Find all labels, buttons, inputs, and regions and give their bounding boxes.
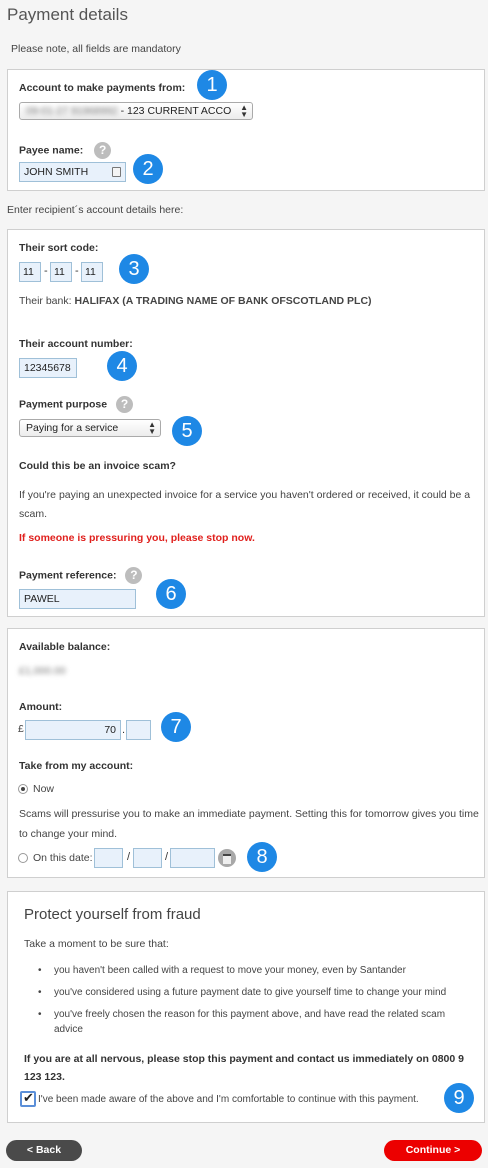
step-badge-3: 3: [119, 254, 149, 284]
radio-now[interactable]: [18, 784, 28, 794]
amount-pounds-input[interactable]: 70: [25, 720, 121, 740]
list-item: • you've freely chosen the reason for this payment above, and have read the related scam advice: [38, 1007, 458, 1037]
list-item: • you haven't been called with a request to move your money, even by Santander: [38, 963, 458, 978]
pressure-warning: If someone is pressuring you, please stop now.: [19, 532, 255, 544]
payee-name-value: JOHN SMITH: [24, 166, 89, 178]
take-from-label: Take from my account:: [19, 760, 134, 772]
purpose-label: [19, 396, 133, 413]
nervous-warning: If you are at all nervous, please stop this payment and contact us immediately on 0800 9 123 123.: [24, 1053, 464, 1083]
account-select-value: - 123 CURRENT ACCO: [117, 105, 232, 117]
back-button[interactable]: < Back: [6, 1140, 82, 1161]
amount-pence-input[interactable]: [126, 720, 151, 740]
sort-code-separator: -: [75, 265, 79, 277]
account-panel: [7, 69, 485, 191]
contact-card-icon[interactable]: [112, 167, 121, 177]
recipient-panel: [7, 229, 485, 617]
decimal-point: .: [122, 724, 126, 736]
step-badge-2: 2: [133, 154, 163, 184]
account-label: Account to make payments from:: [19, 82, 186, 94]
radio-now-label: Now: [33, 783, 55, 795]
step-badge-4: 4: [107, 351, 137, 381]
sort-code-part-1[interactable]: 11: [19, 262, 41, 282]
bank-prefix: Their bank:: [19, 295, 72, 307]
amount-panel: [7, 628, 485, 878]
step-badge-6: 6: [156, 579, 186, 609]
radio-on-date[interactable]: [18, 853, 28, 863]
sort-code-part-2[interactable]: 11: [50, 262, 72, 282]
currency-symbol: £: [18, 723, 24, 735]
reference-label: [19, 567, 142, 584]
fraud-intro: Take a moment to be sure that:: [24, 938, 169, 950]
account-number-input[interactable]: 12345678: [19, 358, 77, 378]
scam-timing-text-2: to change your mind.: [19, 828, 118, 840]
sort-code-part-3[interactable]: 11: [81, 262, 103, 282]
payee-label-text: Payee name:: [19, 144, 84, 157]
recipient-note: Enter recipient´s account details here:: [7, 204, 184, 216]
help-icon[interactable]: ?: [116, 396, 133, 413]
confirm-label: I've been made aware of the above and I'm comfortable to continue with this payment.: [38, 1094, 419, 1105]
balance-label: Available balance:: [19, 641, 111, 653]
step-badge-1: 1: [197, 70, 227, 100]
balance-value-blurred: £1,000.00: [19, 665, 66, 677]
fraud-title: Protect yourself from fraud: [24, 906, 201, 923]
date-month-input[interactable]: [133, 848, 162, 868]
fraud-checklist: [38, 963, 458, 1044]
bank-name: HALIFAX (A TRADING NAME OF BANK OFSCOTLAND PLC): [74, 295, 372, 307]
reference-label-text: Payment reference:: [19, 569, 117, 582]
sort-code-separator: -: [44, 265, 48, 277]
select-arrows-icon: ▲ ▼: [148, 420, 156, 436]
amount-label: Amount:: [19, 701, 63, 713]
reference-input[interactable]: PAWEL: [19, 589, 136, 609]
list-item: • you've considered using a future payment date to give yourself time to change your mind: [38, 985, 458, 1000]
step-badge-8: 8: [247, 842, 277, 872]
bank-info: [19, 295, 372, 307]
select-arrows-icon: ▲ ▼: [240, 103, 248, 119]
balance-value: [19, 665, 66, 677]
account-number-blurred: 09-01-27 91968992: [26, 105, 118, 117]
page-title: Payment details: [7, 5, 128, 24]
payee-name-input[interactable]: [19, 162, 126, 182]
date-year-input[interactable]: [170, 848, 215, 868]
purpose-select-value: Paying for a service: [26, 422, 119, 434]
date-day-input[interactable]: [94, 848, 123, 868]
radio-on-date-label: On this date:: [33, 852, 93, 864]
scam-heading: Could this be an invoice scam?: [19, 460, 176, 472]
date-separator: /: [165, 851, 169, 863]
step-badge-9: 9: [444, 1083, 474, 1113]
help-icon[interactable]: ?: [94, 142, 111, 159]
help-icon[interactable]: ?: [125, 567, 142, 584]
account-select[interactable]: [19, 102, 253, 120]
fraud-panel: [7, 891, 485, 1123]
step-badge-5: 5: [172, 416, 202, 446]
step-badge-7: 7: [161, 712, 191, 742]
purpose-select[interactable]: [19, 419, 161, 437]
sort-code-label: Their sort code:: [19, 242, 99, 254]
mandatory-note: Please note, all fields are mandatory: [11, 43, 181, 55]
calendar-icon[interactable]: [218, 849, 236, 867]
continue-button[interactable]: Continue >: [384, 1140, 482, 1161]
account-number-label: Their account number:: [19, 338, 133, 350]
purpose-label-text: Payment purpose: [19, 398, 108, 411]
checkmark-icon: ✔: [23, 1090, 34, 1105]
scam-timing-text-1: Scams will pressurise you to make an immediate payment. Setting this for tomorrow gives you time: [19, 808, 479, 820]
payee-label: [19, 142, 111, 159]
date-separator: /: [127, 851, 131, 863]
confirm-checkbox[interactable]: [20, 1091, 36, 1107]
scam-text: If you're paying an unexpected invoice for a service you haven't ordered or received, it could be a scam.: [19, 489, 471, 520]
